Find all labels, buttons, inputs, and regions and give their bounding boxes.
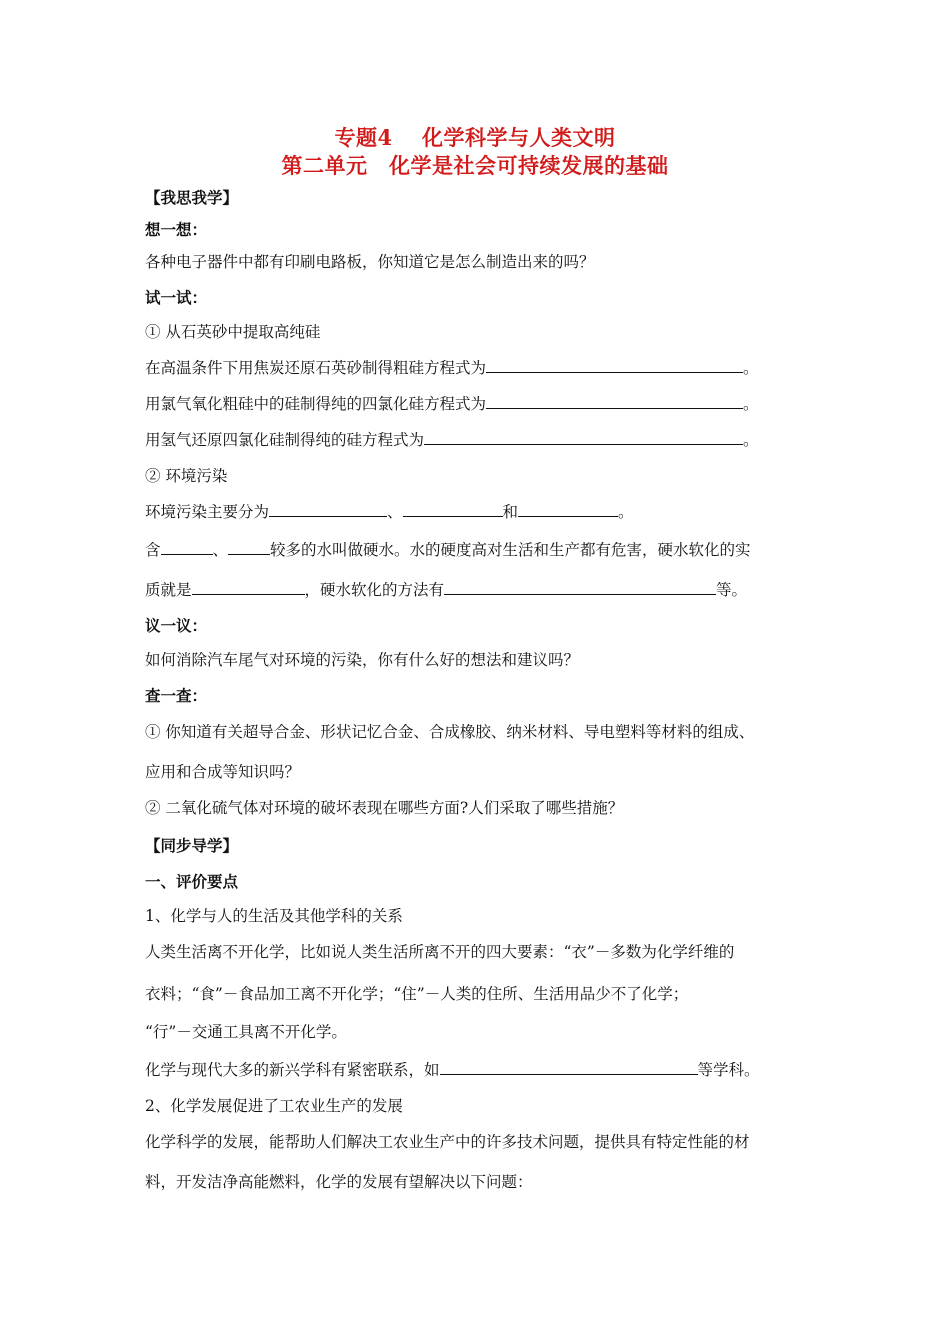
heading-yaodian: 一、评价要点 [145,872,239,891]
equation-prompt-1: 在高温条件下用焦炭还原石英砂制得粗硅方程式为 [145,359,487,377]
disciplines-prompt: 化学与现代大多的新兴学科有紧密联系，如 [145,1061,440,1079]
paragraph-line: “行”－交通工具离不开化学。 [145,1023,347,1041]
answer-blank[interactable] [440,1060,698,1075]
document-title: 专题4 化学科学与人类文明 [334,125,616,150]
environment-line [145,500,815,522]
answer-blank[interactable] [161,540,213,555]
disciplines-line [145,1058,815,1080]
equation-line-1 [145,356,815,378]
equation-prompt-2: 用氯气氧化粗硅中的硅制得纯的四氯化硅方程式为 [145,395,487,413]
separator: 、 [387,503,403,521]
answer-blank[interactable] [518,502,618,517]
answer-blank[interactable] [228,540,270,555]
section-heading-tongbu: 【同步导学】 [145,836,239,855]
paragraph-line: 衣料；“食”－食品加工离不开化学；“住”－人类的住所、生活用品少不了化学； [145,985,689,1003]
environment-prompt: 环境污染主要分为 [145,503,270,521]
hard-water-essence: 质就是 [145,581,192,599]
answer-blank[interactable] [486,394,743,409]
hard-water-text: 较多的水叫做硬水。水的硬度高对生活和生产都有危害，硬水软化的实 [270,541,751,559]
document-subtitle: 第二单元 化学是社会可持续发展的基础 [281,153,669,178]
separator: 、 [212,541,229,559]
heading-xiang: 想一想： [145,220,208,239]
heading-cha: 查一查： [145,686,208,705]
hard-water-methods: ，硬水软化的方法有 [304,581,445,599]
period: 。 [743,359,759,377]
equation-line-3 [145,428,815,450]
heading-yi: 议一议： [145,616,208,635]
answer-blank[interactable] [444,580,716,595]
hard-water-line-1 [145,538,815,560]
paragraph-line: 料，开发洁净高能燃料，化学的发展有望解决以下问题： [145,1173,533,1191]
hard-water-prefix: 含 [145,541,161,559]
answer-blank[interactable] [192,580,305,595]
question-cha-1b: 应用和合成等知识吗？ [145,763,301,781]
point-2: 2、化学发展促进了工农业生产的发展 [145,1097,403,1115]
hard-water-suffix: 等。 [716,581,748,599]
question-cha-2: ② 二氧化硫气体对环境的破坏表现在哪些方面?人们采取了哪些措施？ [145,799,624,817]
question-xiang: 各种电子器件中都有印刷电路板，你知道它是怎么制造出来的吗？ [145,253,595,271]
hard-water-line-2 [145,578,815,600]
point-1: 1、化学与人的生活及其他学科的关系 [145,907,403,925]
answer-blank[interactable] [424,430,743,445]
heading-shi: 试一试： [145,288,208,307]
disciplines-suffix: 等学科。 [697,1061,760,1079]
period: 。 [743,431,759,449]
answer-blank[interactable] [486,358,743,373]
paragraph-line: 化学科学的发展，能帮助人们解决工农业生产中的许多技术问题，提供具有特定性能的材 [145,1133,750,1151]
section-heading-wosi: 【我思我学】 [145,188,239,207]
period: 。 [618,503,634,521]
conjunction: 和 [502,503,519,521]
equation-prompt-3: 用氢气还原四氯化硅制得纯的硅方程式为 [145,431,425,449]
item-silicon: ① 从石英砂中提取高纯硅 [145,323,321,341]
answer-blank[interactable] [403,502,503,517]
question-yi: 如何消除汽车尾气对环境的污染，你有什么好的想法和建议吗？ [145,651,580,669]
equation-line-2 [145,392,815,414]
question-cha-1a: ① 你知道有关超导合金、形状记忆合金、合成橡胶、纳米材料、导电塑料等材料的组成、 [145,723,755,741]
paragraph-line: 人类生活离不开化学，比如说人类生活所离不开的四大要素：“衣”－多数为化学纤维的 [145,943,735,961]
item-environment: ② 环境污染 [145,467,228,485]
period: 。 [743,395,759,413]
answer-blank[interactable] [269,502,387,517]
